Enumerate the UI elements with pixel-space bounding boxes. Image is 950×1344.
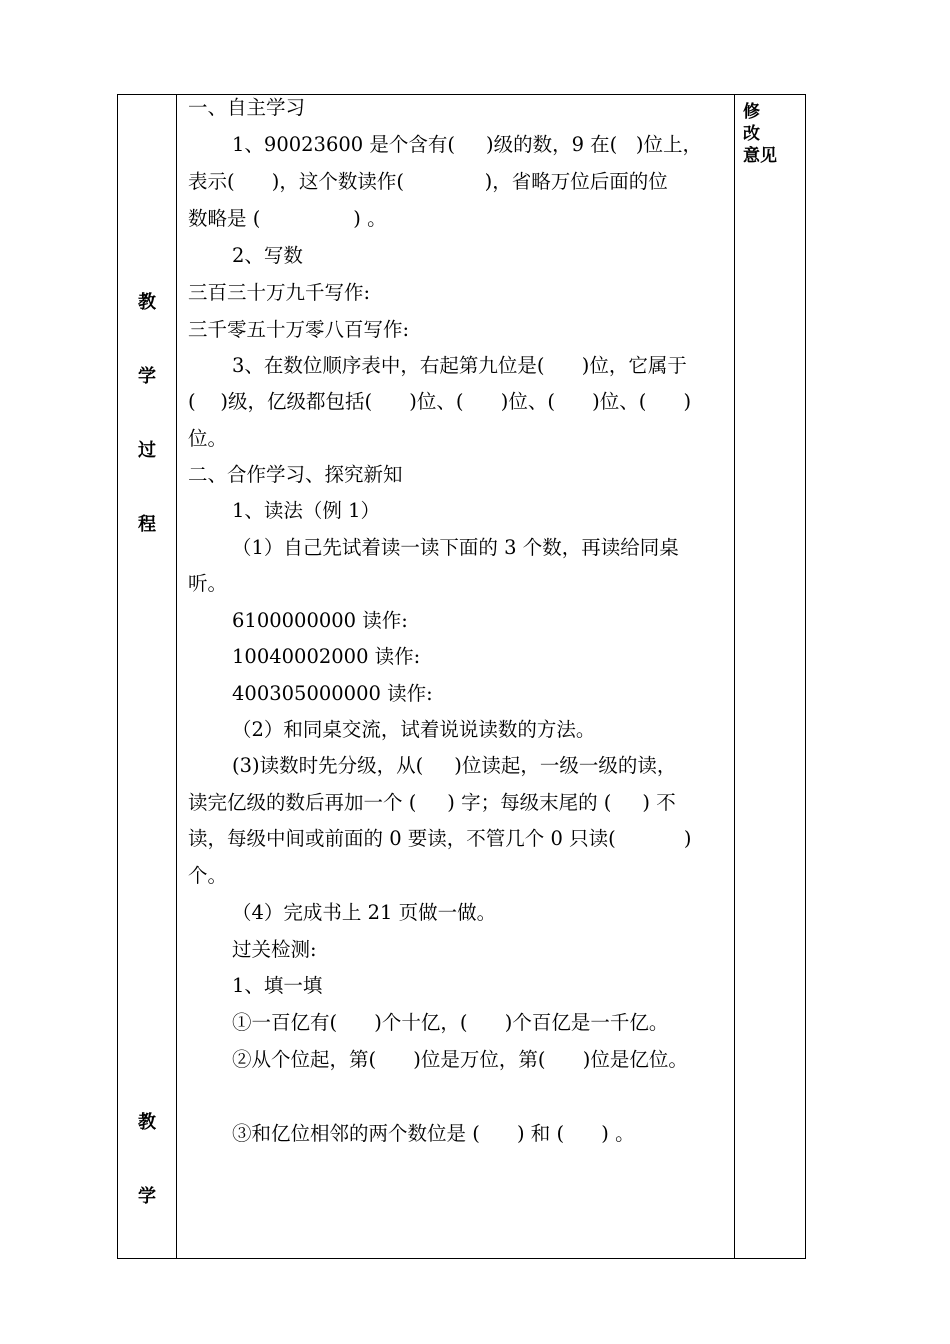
text-line: (3)读数时先分级，从( )位读起，一级一级的读， [232,754,677,777]
exercise-line: ②从个位起，第( )位是万位，第( )位是亿位。 [232,1048,688,1071]
stage-label-char: 程 [138,514,156,535]
text-line: 三百三十万九千写作: [188,281,371,304]
stage-label-char: 学 [138,366,156,387]
remark-column-header [743,101,803,167]
remark-label-line: 意见 [743,146,777,166]
exercise-line: ①一百亿有( )个十亿，( )个百亿是一千亿。 [232,1011,669,1034]
text-line: 1、90023600 是个含有( )级的数，9 在( )位上， [232,133,702,156]
text-line: 2、写数 [232,244,303,267]
exercise-line: ③和亿位相邻的两个数位是 ( ) 和 ( ) 。 [232,1122,635,1145]
remark-label-line: 修 改 [743,102,770,144]
stage-label-char: 学 [138,1186,156,1207]
text-line: 读，每级中间或前面的 0 要读，不管几个 0 只读( ) [188,827,692,850]
number-reading-line: 10040002000 读作: [232,645,421,668]
number-reading-line: 400305000000 读作: [232,682,433,705]
lesson-table [117,94,806,1259]
text-line: 位。 [188,427,228,450]
text-line: （1）自己先试着读一读下面的 3 个数，再读给同桌 [232,536,679,559]
text-line: 过关检测: [232,938,317,961]
stage-label-char: 教 [138,1112,156,1133]
section-heading: 一、自主学习 [188,96,306,119]
text-line: 表示( )，这个数读作( )，省略万位后面的位 [188,170,668,193]
stage-label-char: 过 [138,440,156,461]
text-line: 数略是 ( ) 。 [188,207,387,230]
text-line: 三千零五十万零八百写作: [188,318,410,341]
text-line: 3、在数位顺序表中，右起第九位是( )位，它属于 [232,354,687,377]
text-line: （2）和同桌交流，试着说说读数的方法。 [232,718,596,741]
text-line: 1、填一填 [232,974,323,997]
number-reading-line: 6100000000 读作: [232,609,408,632]
text-line: （4）完成书上 21 页做一做。 [232,901,497,924]
stage-label-char: 教 [138,292,156,313]
column-divider-left [176,95,177,1258]
text-line: 读完亿级的数后再加一个 ( ) 字；每级末尾的 ( ) 不 [188,791,676,814]
text-line: 1、读法（例 1） [232,499,381,522]
text-line: ( )级，亿级都包括( )位、( )位、( )位、( ) [188,390,692,413]
section-heading: 二、合作学习、探究新知 [188,463,403,486]
text-line: 个。 [188,864,228,887]
text-line: 听。 [188,572,228,595]
column-divider-right [734,95,735,1258]
